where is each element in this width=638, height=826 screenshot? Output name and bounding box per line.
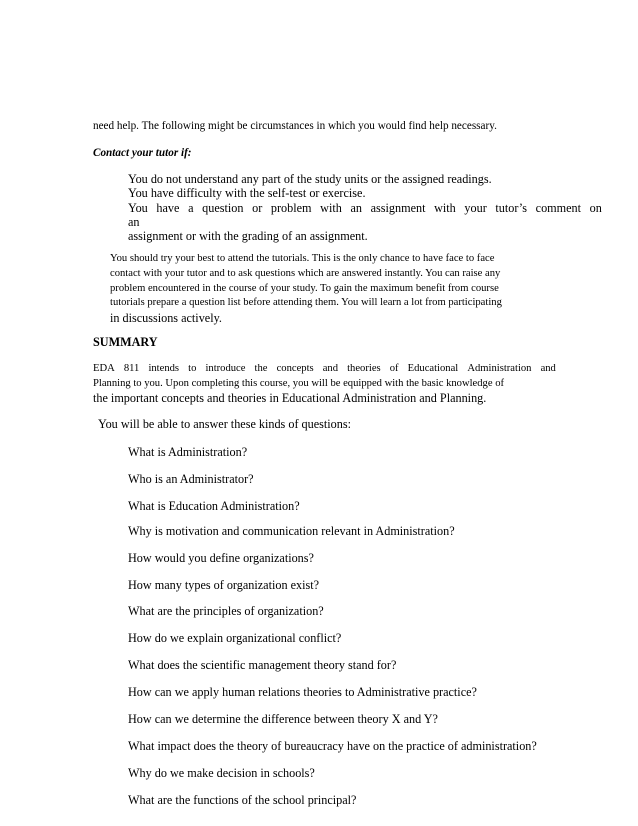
word: 811: [123, 363, 140, 374]
word: concepts: [276, 363, 314, 374]
word: of: [389, 363, 399, 374]
contact-item: assignment or with the grading of an assignment.: [128, 229, 368, 243]
question-item: What impact does the theory of bureaucracy have on the practice of administration?: [128, 739, 537, 753]
tutorial-line: tutorials prepare a question list before attending them. You will learn a lot from participating: [110, 297, 502, 308]
word: introduce: [205, 363, 246, 374]
word: EDA: [93, 363, 115, 374]
word: on: [589, 201, 602, 215]
word: theories: [347, 363, 381, 374]
word: tutor’s: [495, 201, 528, 215]
contact-item: You have difficulty with the self-test or exercise.: [128, 186, 366, 200]
question-item: What is Administration?: [128, 445, 248, 459]
question-item: Who is an Administrator?: [128, 472, 254, 486]
word: with: [434, 201, 456, 215]
contact-item: an: [128, 215, 140, 229]
question-item: How can we determine the difference between theory X and Y?: [128, 712, 438, 726]
summary-heading: SUMMARY: [93, 335, 158, 349]
word: to: [188, 363, 197, 374]
question-item: How would you define organizations?: [128, 551, 314, 565]
summary-line-justified: [93, 364, 556, 375]
contact-item: You do not understand any part of the study units or the assigned readings.: [128, 172, 492, 186]
word: have: [156, 201, 180, 215]
question-item: How can we apply human relations theories to Administrative practice?: [128, 685, 477, 699]
summary-line: the important concepts and theories in Educational Administration and Planning.: [93, 391, 487, 405]
word: Educational: [407, 363, 459, 374]
question-item: How do we explain organizational conflict?: [128, 631, 342, 645]
question-item: Why do we make decision in schools?: [128, 766, 315, 780]
word: and: [540, 363, 556, 374]
tutorial-line: You should try your best to attend the tutorials. This is the only chance to have face to face: [110, 253, 495, 264]
questions-intro: You will be able to answer these kinds of questions:: [98, 417, 351, 431]
word: intends: [148, 363, 180, 374]
word: assignment: [370, 201, 426, 215]
word: an: [350, 201, 362, 215]
word: the: [254, 363, 268, 374]
question-item: What does the scientific management theory stand for?: [128, 658, 397, 672]
word: your: [464, 201, 487, 215]
word: Administration: [467, 363, 532, 374]
tutorial-line: in discussions actively.: [110, 311, 222, 325]
word: You: [128, 201, 148, 215]
word: with: [320, 201, 342, 215]
word: problem: [270, 201, 312, 215]
tutorial-line: contact with your tutor and to ask questions which are answered instantly. You can raise any: [110, 268, 501, 279]
question-item: What is Education Administration?: [128, 499, 300, 513]
question-item: What are the principles of organization?: [128, 604, 324, 618]
contact-item-justified: [128, 202, 602, 214]
tutorial-line: problem encountered in the course of your study. To gain the maximum benefit from course: [110, 283, 499, 294]
question-item: How many types of organization exist?: [128, 578, 320, 592]
word: or: [252, 201, 263, 215]
question-item: Why is motivation and communication relevant in Administration?: [128, 524, 455, 538]
intro-text: need help. The following might be circumstances in which you would find help necessary.: [93, 120, 497, 132]
word: and: [322, 363, 339, 374]
question-item: What are the functions of the school principal?: [128, 793, 357, 807]
word: question: [202, 201, 244, 215]
contact-heading: Contact your tutor if:: [93, 147, 192, 159]
summary-line: Planning to you. Upon completing this course, you will be equipped with the basic knowledge of: [93, 378, 505, 389]
word: comment: [535, 201, 582, 215]
word: a: [188, 201, 194, 215]
